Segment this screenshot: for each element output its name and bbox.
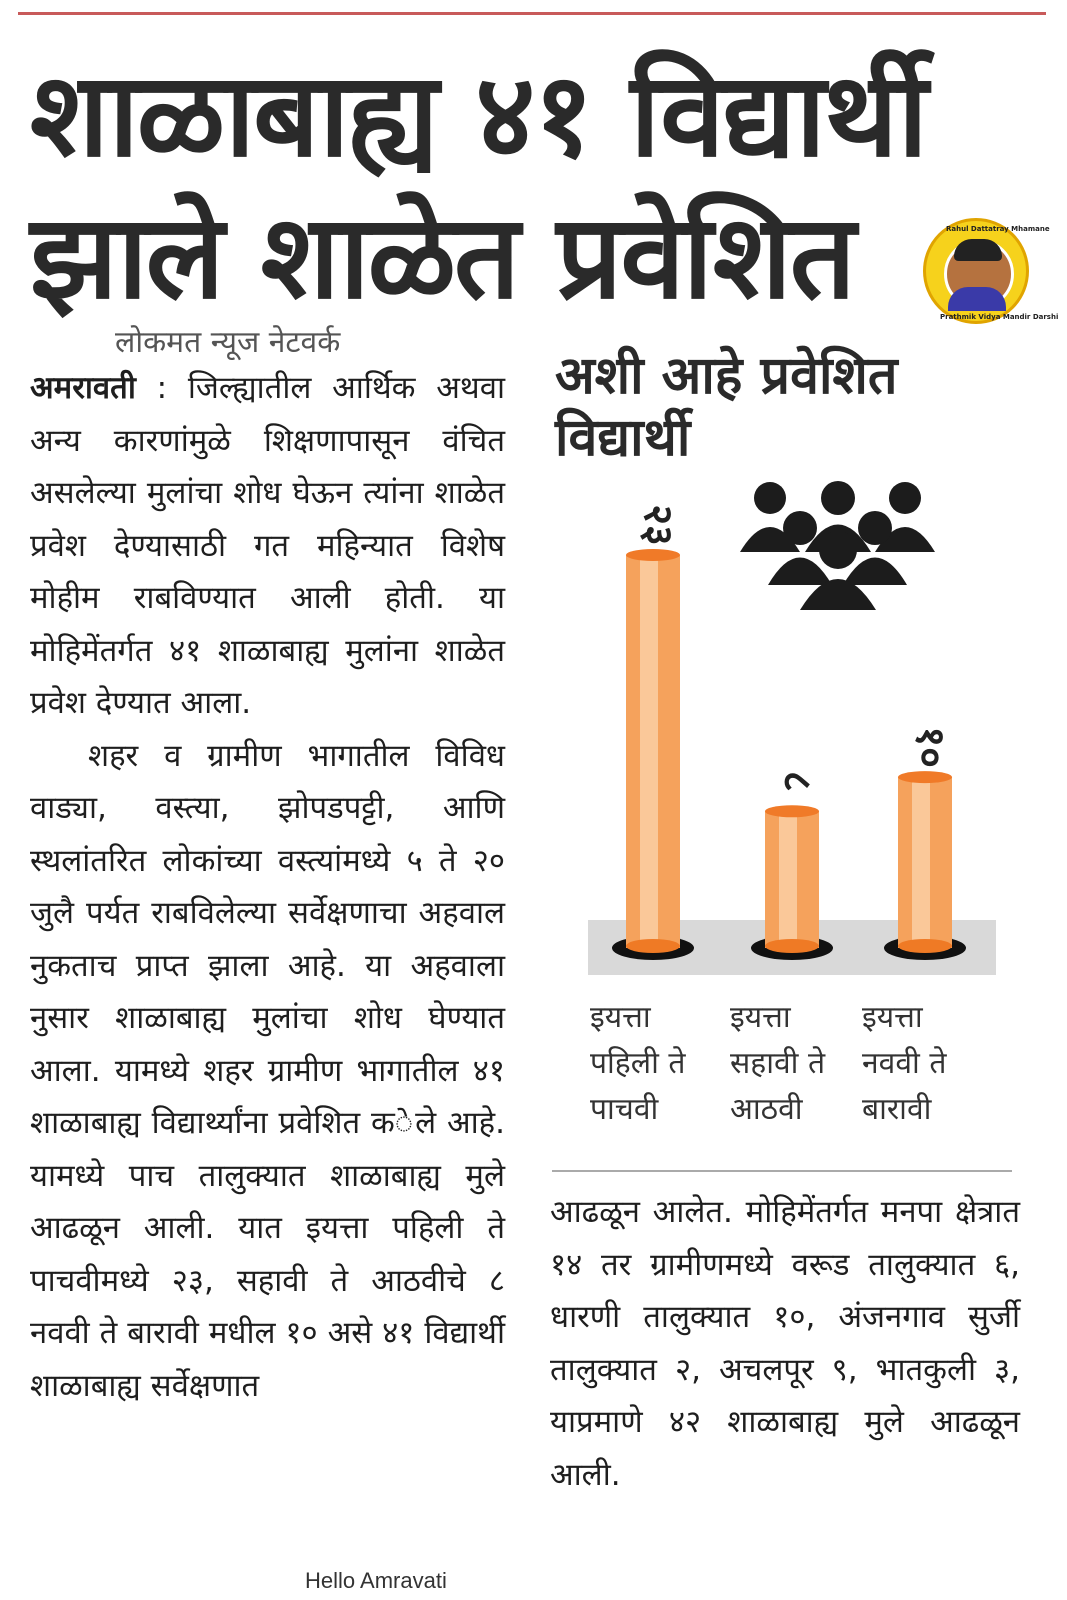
chart-bar-top — [626, 549, 680, 561]
headline-line-1: शाळाबाह्य ४१ विद्यार्थी — [30, 48, 926, 183]
dateline: अमरावती — [30, 370, 136, 406]
badge-name: Rahul Dattatray Mhamane — [946, 225, 1050, 233]
chart-bar-bottom — [626, 939, 680, 953]
x-axis-label — [730, 995, 825, 1133]
column-divider — [552, 1170, 1012, 1172]
x-axis-label-line: नववी ते — [862, 1046, 947, 1081]
chart-bar-top — [765, 805, 819, 817]
x-axis-label — [590, 995, 686, 1133]
x-axis-label-line: इयत्ता — [862, 1000, 923, 1035]
data-label: २३ — [635, 504, 681, 546]
chart-bar-highlight — [912, 777, 930, 948]
article-paragraph-3: आढळून आलेत. मोहिमेंतर्गत मनपा क्षेत्रात १४ तर ग्रामीणमध्ये वरूड तालुक्यात ६, धारणी तालुक्यात १०, अंजनगाव सुर्जी तालुक्यात २, अचलपूर ९, भातकुली ३, याप्रमाणे ४२ शाळाबाह्य मुले आढळून आली. — [550, 1194, 1020, 1493]
chart-title: अशी आहे प्रवेशित विद्यार्थी — [555, 346, 898, 468]
x-axis-label-line: बारावी — [862, 1092, 932, 1127]
chart-bar-bottom — [765, 939, 819, 953]
article-paragraph-2: शहर व ग्रामीण भागातील विविध वाड्या, वस्त्या, झोपडपट्टी, आणि स्थलांतरित लोकांच्या वस्त्यांमध्ये ५ ते २० जुलै पर्यत राबविलेल्या सर्वेक्षणाचा अहवाल नुकताच प्राप्त झाला आहे. या अहवाला नुसार शाळाबाह्य मुलांचा शोध घेण्यात आला. यामध्ये शहर ग्रामीण भागातील ४१ शाळाबाह्य विद्यार्थ्यांना प्रवेशित क◌ेले आहे. यामध्ये पाच तालुक्यात शाळाबाह्य मुले आढळून आली. यात इयत्ता पहिली ते पाचवीमध्ये २३, सहावी ते आठवीचे ८ नववी ते बारावी मधील १० असे ४१ विद्यार्थी शाळाबाह्य सर्वेक्षणात — [30, 737, 505, 1404]
footer-credit: Hello Amravati — [305, 1568, 447, 1593]
byline: लोकमत न्यूज नेटवर्क — [115, 325, 341, 360]
headline-line-2: झाले शाळेत प्रवेशित — [30, 190, 854, 325]
chart-bar-highlight — [779, 811, 797, 948]
x-axis-label-line: सहावी ते — [730, 1046, 826, 1081]
x-axis-label-line: पाचवी — [590, 1092, 659, 1127]
people-group-icon — [740, 481, 935, 610]
x-axis-label-line: पहिली ते — [590, 1046, 686, 1081]
data-label: ८ — [774, 770, 820, 792]
data-label: १० — [907, 726, 953, 768]
chart-bar-top — [898, 771, 952, 783]
badge-school: Prathmik Vidya Mandir Darshi — [940, 313, 1059, 321]
x-axis-label-line: आठवी — [730, 1092, 803, 1127]
chart-bar-highlight — [640, 555, 658, 948]
article-column-right — [550, 1186, 1020, 1501]
paragraph-1-text: : जिल्ह्यातील आर्थिक अथवा अन्य कारणांमुळे शिक्षणापासून वंचित असलेल्या मुलांचा शोध घेऊन त्यांना शाळेत प्रवेश देण्यासाठी गत महिन्यात विशेष मोहीम राबविण्यात आली होती. या मोहिमेंतर्गत ४१ शाळाबाह्य मुलांना शाळेत प्रवेश देण्यात आला. — [30, 370, 505, 721]
x-axis-label-line: इयत्ता — [590, 1000, 651, 1035]
x-axis-label — [862, 995, 946, 1133]
chart-bar-bottom — [898, 939, 952, 953]
x-axis-label-line: इयत्ता — [730, 1000, 791, 1035]
